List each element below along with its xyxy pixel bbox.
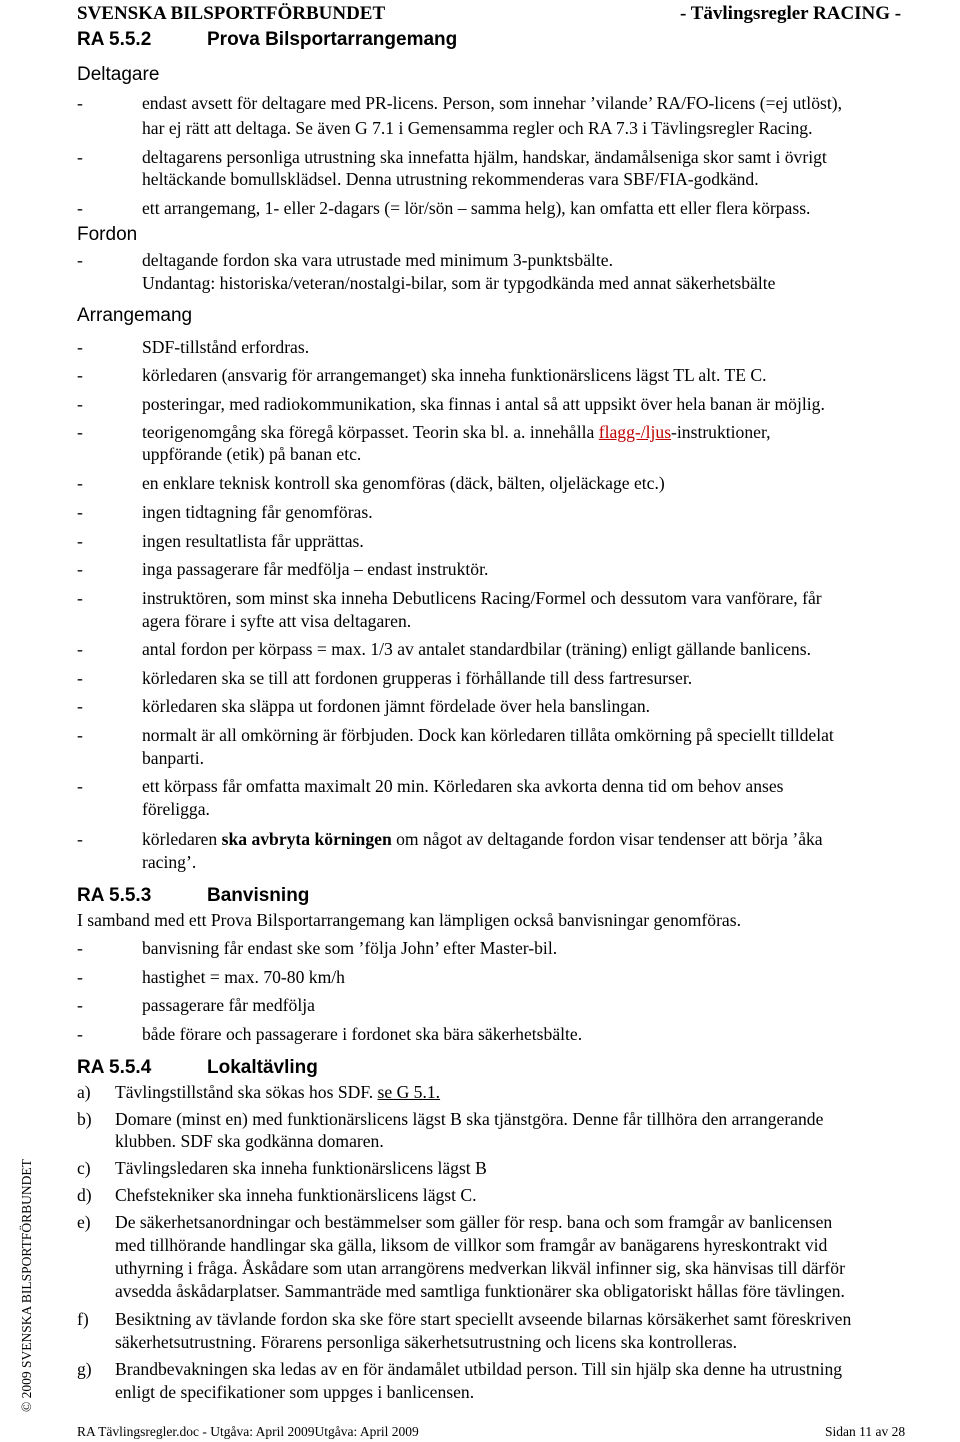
bullet: - — [77, 995, 83, 1015]
bullet: - — [77, 696, 83, 716]
item-label-d: d) — [77, 1185, 92, 1205]
arrangemang-bullet-13-line-1: normalt är all omkörning är förbjuden. Dock kan körledaren tillåta omkörning på speciellt tilldelat — [142, 725, 834, 745]
heading-arrangemang: Arrangemang — [77, 305, 193, 326]
bullet-15-text: körledaren — [142, 829, 222, 849]
bullet: - — [77, 531, 83, 551]
bullet: - — [77, 559, 83, 579]
banvisning-bullet-1: banvisning får endast ske som ’följa John’ efter Master-bil. — [142, 938, 558, 958]
arrangemang-bullet-12: körledaren ska släppa ut fordonen jämnt fördelade över hela banslingan. — [142, 696, 651, 716]
arrangemang-bullet-13-line-2: banparti. — [142, 748, 205, 768]
item-f-line-2: säkerhetsutrustning. Förarens personliga säkerhetsutrustning och licens ska kontrolleras. — [115, 1332, 737, 1352]
bullet-15-text-end: om något av deltagande fordon visar tendenser att börja ’åka — [391, 829, 823, 849]
section-title: Prova Bilsportarrangemang — [207, 29, 458, 50]
bullet: - — [77, 967, 83, 987]
item-label-e: e) — [77, 1212, 91, 1232]
banvisning-number: RA 5.5.3 — [77, 885, 152, 906]
item-g-line-2: enligt de specifikationer som uppges i banlicensen. — [115, 1382, 475, 1402]
arrangemang-bullet-4-line-1 — [142, 421, 771, 443]
arrangemang-bullet-9-line-1: instruktören, som minst ska inneha Debutlicens Racing/Formel och dessutom vara vanförare, får — [142, 588, 822, 608]
bullet: - — [77, 394, 83, 414]
bullet-15-emphasis: ska avbryta körningen — [221, 829, 392, 849]
document-title: - Tävlingsregler RACING - — [680, 3, 902, 24]
section-number: RA 5.5.2 — [77, 29, 152, 50]
heading-deltagare: Deltagare — [77, 64, 160, 85]
bullet: - — [77, 422, 83, 442]
arrangemang-bullet-15-line-2: racing’. — [142, 852, 197, 872]
bullet: - — [77, 147, 83, 167]
banvisning-bullet-2: hastighet = max. 70-80 km/h — [142, 967, 345, 987]
arrangemang-bullet-5: en enklare teknisk kontroll ska genomföras (däck, bälten, oljeläckage etc.) — [142, 473, 665, 493]
item-e-line-3: uthyrning i fråga. Åskådare som utan arrangörens medverkan likväl infinner sig, ska hänvisas till därför — [115, 1258, 845, 1278]
bullet: - — [77, 639, 83, 659]
bullet: - — [77, 473, 83, 493]
item-e-line-2: med tillhörande handlingar ska gälla, liksom de villkor som framgår av banägarens hyreskontrakt vid — [115, 1235, 828, 1255]
lokaltavling-title: Lokaltävling — [207, 1057, 318, 1078]
arrangemang-bullet-8: inga passagerare får medfölja – endast instruktör. — [142, 559, 489, 579]
arrangemang-bullet-3: posteringar, med radiokommunikation, ska finnas i antal så att uppsikt över hela banan är möjlig. — [142, 394, 825, 414]
item-e-line-4: avsedda åskådarplatser. Sammanträde med samtliga funktionärer ska obligatoriskt hållas före tävlingen. — [115, 1281, 845, 1301]
bullet-4-text: teorigenomgång ska föregå körpasset. Teorin ska bl. a. innehålla — [142, 422, 599, 442]
bullet: - — [77, 1024, 83, 1044]
item-label-g: g) — [77, 1359, 92, 1379]
item-label-f: f) — [77, 1309, 89, 1329]
bullet: - — [77, 776, 83, 796]
bullet: - — [77, 365, 83, 385]
banvisning-intro: I samband med ett Prova Bilsportarrangemang kan lämpligen också banvisningar genomföras. — [77, 910, 741, 930]
fordon-bullet-1-line-2: Undantag: historiska/veteran/nostalgi-bilar, som är typgodkända med annat säkerhetsbälte — [142, 273, 776, 293]
bullet: - — [77, 668, 83, 688]
copyright-vertical: © 2009 SVENSKA BILSPORTFÖRBUNDET — [19, 1159, 34, 1412]
deltagare-bullet-2-line-1: deltagarens personliga utrustning ska innefatta hjälm, handskar, ändamålseniga skor samt i övrigt — [142, 147, 827, 167]
bullet: - — [77, 93, 83, 113]
item-e-line-1: De säkerhetsanordningar och bestämmelser som gäller för resp. bana och som framgår av banlicensen — [115, 1212, 833, 1232]
se-g-5-1-link[interactable]: se G 5.1. — [377, 1082, 441, 1102]
banvisning-title: Banvisning — [207, 885, 310, 906]
footer-page-number: Sidan 11 av 28 — [825, 1424, 906, 1439]
bullet: - — [77, 829, 83, 849]
bullet: - — [77, 502, 83, 522]
bullet: - — [77, 250, 83, 270]
bullet: - — [77, 588, 83, 608]
arrangemang-bullet-7: ingen resultatlista får upprättas. — [142, 531, 364, 551]
arrangemang-bullet-2: körledaren (ansvarig för arrangemanget) ska inneha funktionärslicens lägst TL alt. TE C. — [142, 365, 767, 385]
arrangemang-bullet-10: antal fordon per körpass = max. 1/3 av antalet standardbilar (träning) enligt gällande banlicens. — [142, 639, 811, 659]
lokaltavling-number: RA 5.5.4 — [77, 1057, 152, 1078]
item-label-a: a) — [77, 1082, 91, 1102]
bullet-4-text-end: -instruktioner, — [671, 422, 771, 442]
deltagare-bullet-2-line-2: heltäckande bomullsklädsel. Denna utrustning rekommenderas vara SBF/FIA-godkänd. — [142, 169, 759, 189]
deltagare-bullet-1-line-1: endast avsett för deltagare med PR-licens. Person, som innehar ’vilande’ RA/FO-licens (=ej utlöst), — [142, 93, 842, 113]
banvisning-bullet-4: både förare och passagerare i fordonet ska bära säkerhetsbälte. — [142, 1024, 583, 1044]
arrangemang-bullet-9-line-2: agera förare i syfte att visa deltagaren. — [142, 611, 412, 631]
item-c: Tävlingsledaren ska inneha funktionärslicens lägst B — [115, 1158, 487, 1178]
footer-left: RA Tävlingsregler.doc - Utgåva: April 2009Utgåva: April 2009 — [77, 1424, 419, 1439]
bullet: - — [77, 938, 83, 958]
item-d: Chefstekniker ska inneha funktionärslicens lägst C. — [115, 1185, 477, 1205]
arrangemang-bullet-15-line-1 — [142, 828, 823, 850]
deltagare-bullet-1-line-2: har ej rätt att deltaga. Se även G 7.1 i Gemensamma regler och RA 7.3 i Tävlingsregler Racing. — [142, 118, 813, 138]
flagg-ljus-link[interactable]: flagg-/ljus — [598, 422, 672, 442]
bullet: - — [77, 725, 83, 745]
item-a-text: Tävlingstillstånd ska sökas hos SDF. — [115, 1082, 378, 1102]
arrangemang-bullet-14-line-1: ett körpass får omfatta maximalt 20 min. Körledaren ska avkorta denna tid om behov anses — [142, 776, 784, 796]
organization-name: SVENSKA BILSPORTFÖRBUNDET — [77, 3, 386, 24]
item-label-c: c) — [77, 1158, 91, 1178]
heading-fordon: Fordon — [77, 224, 138, 245]
arrangemang-bullet-11: körledaren ska se till att fordonen grupperas i förhållande till dess fartresurser. — [142, 668, 693, 688]
fordon-bullet-1-line-1: deltagande fordon ska vara utrustade med minimum 3-punktsbälte. — [142, 250, 613, 270]
bullet: - — [77, 337, 83, 357]
item-b-line-2: klubben. SDF ska godkänna domaren. — [115, 1131, 384, 1151]
bullet: - — [77, 198, 83, 218]
arrangemang-bullet-14-line-2: föreligga. — [142, 799, 210, 819]
deltagare-bullet-3: ett arrangemang, 1- eller 2-dagars (= lör/sön – samma helg), kan omfatta ett eller flera körpass. — [142, 198, 811, 218]
item-g-line-1: Brandbevakningen ska ledas av en för ändamålet utbildad person. Till sin hjälp ska denne ha utrustning — [115, 1359, 843, 1379]
item-a — [115, 1081, 440, 1103]
banvisning-bullet-3: passagerare får medfölja — [142, 995, 315, 1015]
item-f-line-1: Besiktning av tävlande fordon ska ske före start speciellt avseende bilarnas körsäkerhet samt föreskriven — [115, 1309, 852, 1329]
item-label-b: b) — [77, 1109, 92, 1129]
arrangemang-bullet-4-line-2: uppförande (etik) på banan etc. — [142, 444, 362, 464]
item-b-line-1: Domare (minst en) med funktionärslicens lägst B ska tjänstgöra. Denne får tillhöra den arrangerande — [115, 1109, 824, 1129]
arrangemang-bullet-1: SDF-tillstånd erfordras. — [142, 337, 310, 357]
arrangemang-bullet-6: ingen tidtagning får genomföras. — [142, 502, 373, 522]
